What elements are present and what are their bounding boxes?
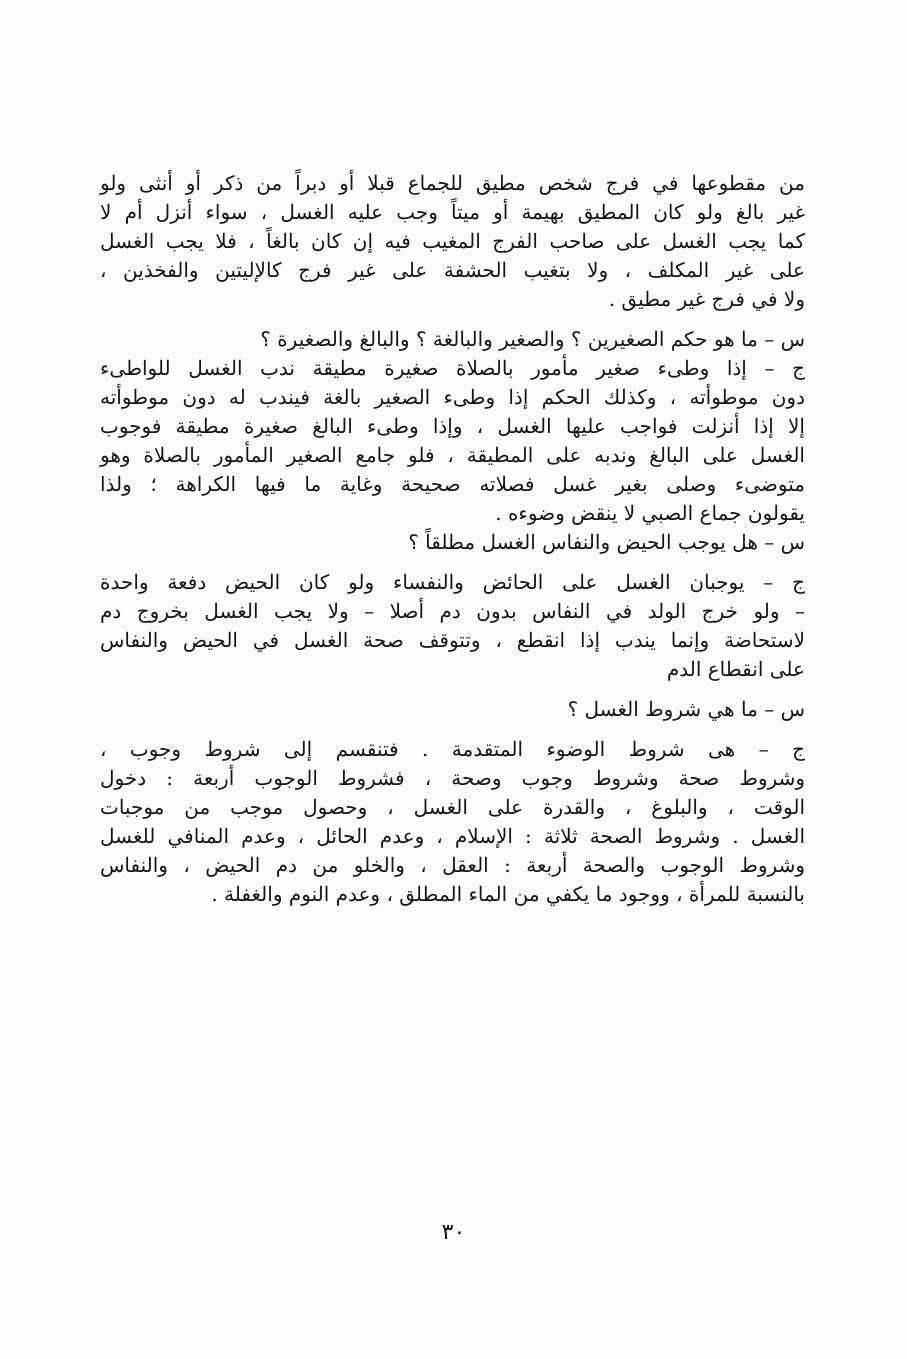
answer-line: ج – إذا وطىء صغير مأمور بالصلاة صغيرة مطيقة ندب الغسل للواطىء [100,356,805,380]
paragraph-6 [100,739,805,913]
text-line: على غير المكلف ، ولا بتغيب الحشفة على غير فرج كالإليتين والفخذين ، [100,258,805,282]
answer-line: ج – هى شروط الوضوء المتقدمة . فتنقسم إلى شروط وجوب ، [100,737,805,761]
text-line: الوقت ، والبلوغ ، والقدرة على الغسل ، وحصول موجب من موجبات [100,795,805,819]
paragraph-2 [100,329,805,532]
question-line: س – هل يوجب الحيض والنفاس الغسل مطلقاً ؟ [408,530,805,554]
paragraph-1 [100,173,805,318]
text-line: كما يجب الغسل على صاحب الفرج المغيب فيه إن كان بالغاً ، فلا يجب الغسل [100,229,805,253]
text-line: على انقطاع الدم [666,657,805,681]
text-line: بالنسبة للمرأة ، ووجود ما يكفي من الماء المطلق ، وعدم النوم والغفلة . [211,882,805,906]
text-line: يقولون جماع الصبي لا ينقض وضوءه . [495,501,805,525]
text-line: إلا إذا أنزلت فواجب عليها الغسل ، وإذا وطىء البالغ صغيرة مطيقة فوجوب [100,414,805,438]
paragraph-5 [100,699,805,728]
question-line: س – ما هو حكم الصغيرين ؟ والصغير والبالغة ؟ والبالغ والصغيرة ؟ [260,327,805,351]
text-line: غير بالغ ولو كان المطيق بهيمة أو ميتاً وجب عليه الغسل ، سواء أنزل أم لا [100,200,805,224]
page-number: ٣٠ [441,1220,466,1245]
paragraph-3 [100,532,805,561]
text-line: الغسل . وشروط الصحة ثلاثة : الإسلام ، وعدم الحائل ، وعدم المنافي للغسل [100,824,805,848]
text-line: الغسل على البالغ وندبه على المطيقة ، فلو جامع الصغير المأمور بالصلاة وهو [100,443,805,467]
question-line: س – ما هي شروط الغسل ؟ [567,697,805,721]
text-line: – ولو خرج الولد في النفاس بدون دم أصلا – ولا يجب الغسل بخروج دم [100,599,805,623]
text-line: من مقطوعها في فرج شخص مطيق للجماع قبلا أو دبراً من ذكر أو أنثى ولو [100,171,805,195]
page-body [100,170,805,913]
text-line: متوضىء وصلى بغير غسل فصلاته صحيحة وغاية ما فيها الكراهة ؛ ولذا [100,472,805,496]
text-line: وشروط الوجوب والصحة أربعة : العقل ، والخلو من دم الحيض ، والنفاس [100,853,805,877]
text-line: دون موطوأته ، وكذلك الحكم إذا وطىء الصغير بالغة فيندب له دون موطوأته [100,385,805,409]
text-line: وشروط صحة وشروط وجوب وصحة ، فشروط الوجوب أربعة : دخول [100,766,805,790]
text-line: ولا في فرج غير مطيق . [608,287,805,311]
text-line: لاستحاضة وإنما يندب إذا انقطع ، وتتوقف صحة الغسل في الحيض والنفاس [100,628,805,652]
paragraph-4 [100,572,805,688]
answer-line: ج – يوجبان الغسل على الحائض والنفساء ولو كان الحيض دفعة واحدة [100,570,805,594]
